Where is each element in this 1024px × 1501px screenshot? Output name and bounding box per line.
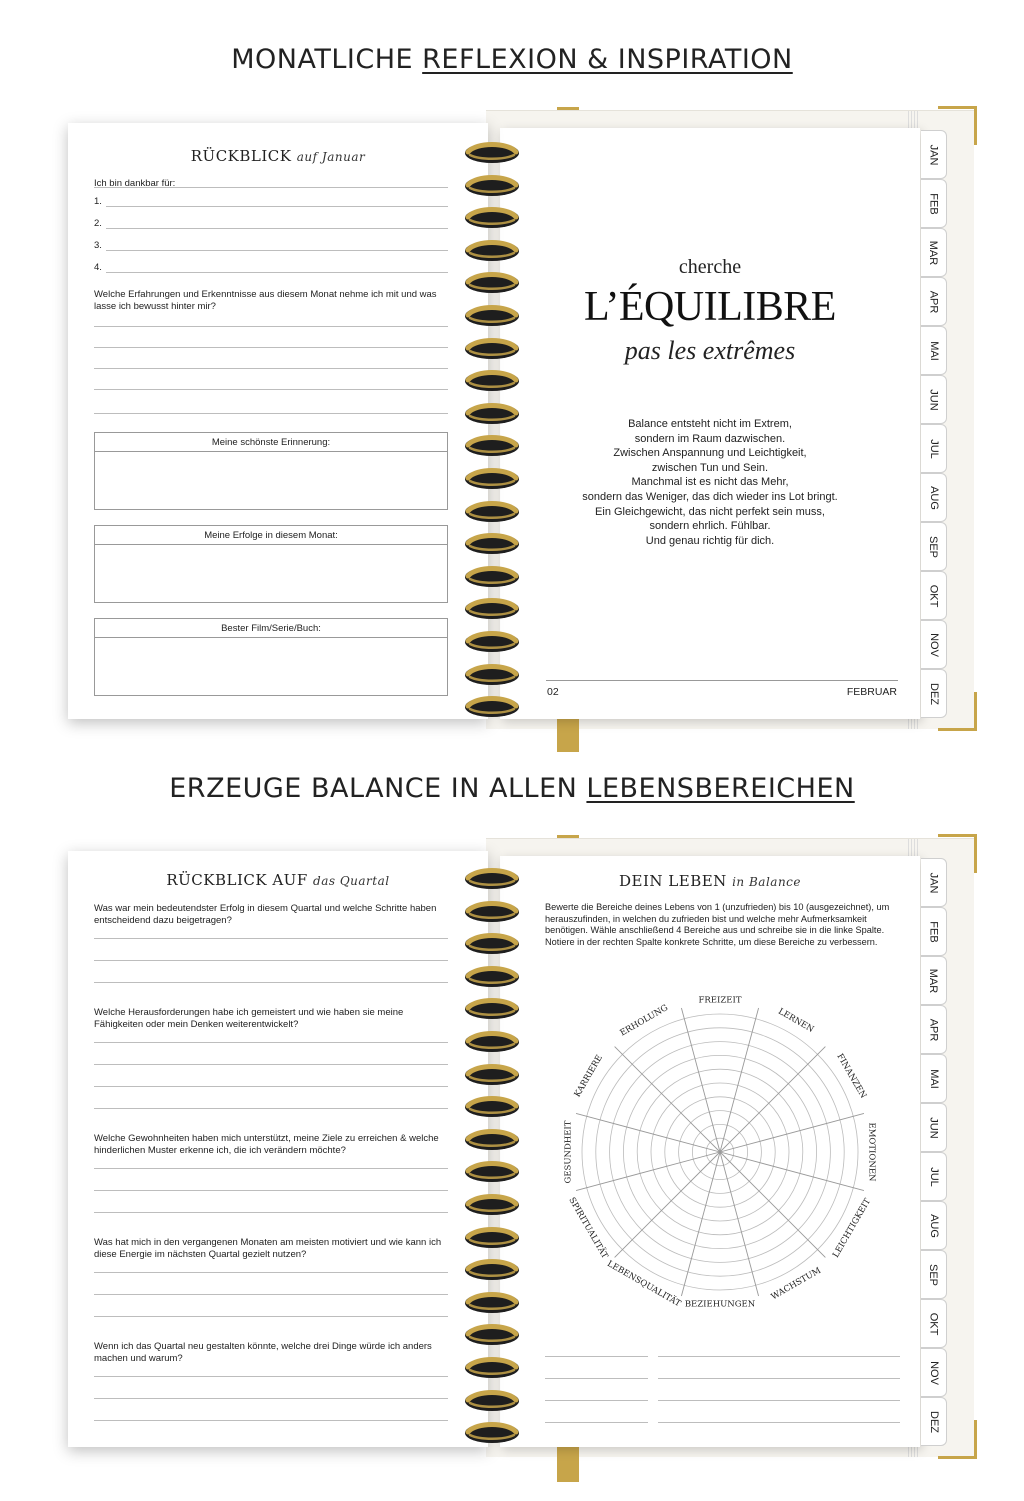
write-line[interactable]: [94, 1398, 448, 1399]
tab-apr[interactable]: APR: [921, 1005, 947, 1054]
write-line[interactable]: [94, 1420, 448, 1421]
write-line[interactable]: [94, 1190, 448, 1191]
write-line[interactable]: [94, 1042, 448, 1043]
wheel-label-freizeit: FREIZEIT: [698, 995, 742, 1006]
tab-mai[interactable]: MAI: [921, 326, 947, 375]
area-line[interactable]: [545, 1378, 648, 1379]
grateful-label: Ich bin dankbar für:: [94, 178, 176, 189]
quartal-question: Welche Gewohnheiten haben mich unterstützt, meine Ziele zu erreichen & welche hinderlichen Muster erkenne ich, die ich verändern möchte?: [94, 1133, 439, 1156]
write-line[interactable]: [106, 228, 448, 229]
write-line[interactable]: [94, 938, 448, 939]
wheel-label-lernen: LERNEN: [776, 1006, 816, 1035]
binding-ring: [462, 499, 522, 523]
reflection-question: Welche Erfahrungen und Erkenntnisse aus diesem Monat nehme ich mit und was lasse ich bewusst hinter mir?: [94, 289, 437, 312]
binding-ring: [462, 433, 522, 457]
binding-ring: [462, 1257, 522, 1281]
tab-mar[interactable]: MAR: [921, 228, 947, 277]
tab-jun[interactable]: JUN: [921, 1103, 947, 1152]
binding-ring: [462, 531, 522, 555]
write-line[interactable]: [94, 413, 448, 414]
section-heading-reflexion: MONATLICHE REFLEXION & INSPIRATION: [231, 44, 793, 75]
write-line[interactable]: [94, 1376, 448, 1377]
area-line[interactable]: [545, 1400, 648, 1401]
binding-ring: [462, 1322, 522, 1346]
binding-ring: [462, 1420, 522, 1444]
step-line[interactable]: [658, 1378, 900, 1379]
write-line[interactable]: [94, 389, 448, 390]
section-heading-balance: ERZEUGE BALANCE IN ALLEN LEBENSBEREICHEN: [169, 773, 855, 804]
tab-dez[interactable]: DEZ: [921, 669, 947, 718]
binding-ring: [462, 564, 522, 588]
box-bester-film[interactable]: Bester Film/Serie/Buch:: [94, 618, 448, 696]
left-page-quartal: [68, 851, 488, 1447]
write-line[interactable]: [94, 960, 448, 961]
page-number: 02: [547, 686, 559, 698]
page-month: FEBRUAR: [846, 686, 897, 698]
write-line[interactable]: [106, 250, 448, 251]
tab-feb[interactable]: FEB: [921, 179, 947, 228]
tab-mar[interactable]: MAR: [921, 956, 947, 1005]
write-line[interactable]: [94, 1316, 448, 1317]
step-line[interactable]: [658, 1422, 900, 1423]
binding-ring: [462, 1094, 522, 1118]
binding-ring: [462, 238, 522, 262]
quote-body: Balance entsteht nicht im Extrem, sondern im Raum dazwischen. Zwischen Anspannung und Leichtigkeit, zwischen Tun und Sein. Manchmal ist es nicht das Mehr, sondern das Weniger, das dich wieder ins Lot bringt. Ein Gleichgewicht, das nicht perfekt sein muss, sondern ehrlich. Fühlbar. Und genau richtig für dich.: [582, 418, 838, 547]
binding-ring: [462, 303, 522, 327]
spiral-binding: [462, 140, 522, 700]
tab-feb[interactable]: FEB: [921, 907, 947, 956]
page-title: RÜCKBLICK auf Januar: [190, 147, 366, 165]
tab-sep[interactable]: SEP: [921, 522, 947, 571]
ribbon-bookmark-bottom: [557, 718, 579, 752]
wheel-label-spiritualität: SPIRITUALITÄT: [566, 1195, 610, 1261]
write-line[interactable]: [94, 1272, 448, 1273]
step-line[interactable]: [658, 1356, 900, 1357]
wheel-label-erholung: ERHOLUNG: [618, 1003, 670, 1039]
left-page-rueckblick: RÜCKBLICK auf Januar Ich bin dankbar für: 1. 2. 3. 4. Welche Erfahrungen und Erkenntnisse aus diesem Monat nehme ich mit und was lasse ich bewusst hinter mir? Meine schönste Erinnerung: Meine Erfolge in diesem Monat: Bester Film/Serie/Buch:: [68, 123, 488, 719]
month-tabs: [921, 130, 947, 718]
wheel-label-gesundheit: GESUNDHEIT: [563, 1120, 574, 1184]
binding-ring: [462, 1355, 522, 1379]
tab-jan[interactable]: JAN: [921, 858, 947, 907]
tab-nov[interactable]: NOV: [921, 1348, 947, 1397]
wheel-label-leichtigkeit: LEICHTIGKEIT: [831, 1196, 874, 1260]
binding-ring: [462, 466, 522, 490]
right-page-quote: [500, 128, 920, 719]
binding-ring: [462, 368, 522, 392]
quartal-question: Was hat mich in den vergangenen Monaten am meisten motiviert und wie kann ich diese Energie im nächsten Quartal gezielt nutzen?: [94, 1237, 442, 1260]
tab-mai[interactable]: MAI: [921, 1054, 947, 1103]
write-line[interactable]: [94, 347, 448, 348]
binding-ring: [462, 596, 522, 620]
wheel-label-finanzen: FINANZEN: [834, 1052, 868, 1101]
quartal-question: Was war mein bedeutendster Erfolg in diesem Quartal und welche Schritte haben entscheidend dazu beigetragen?: [94, 903, 437, 926]
binding-ring: [462, 866, 522, 890]
quartal-question: Wenn ich das Quartal neu gestalten könnte, welche drei Dinge würde ich anders machen und warum?: [94, 1341, 432, 1364]
step-line[interactable]: [658, 1400, 900, 1401]
binding-ring: [462, 1127, 522, 1151]
tab-jul[interactable]: JUL: [921, 424, 947, 473]
binding-ring: [462, 140, 522, 164]
binding-ring: [462, 931, 522, 955]
tab-jun[interactable]: JUN: [921, 375, 947, 424]
binding-ring: [462, 1192, 522, 1216]
area-line[interactable]: [545, 1356, 648, 1357]
wheel-label-emotionen: EMOTIONEN: [866, 1122, 877, 1182]
area-line[interactable]: [545, 1422, 648, 1423]
write-line[interactable]: [94, 1064, 448, 1065]
quote-big: L’ÉQUILIBRE: [584, 284, 836, 330]
page-title: DEIN LEBEN in Balance: [619, 872, 801, 890]
month-tabs: [921, 858, 947, 1446]
binding-ring: [462, 401, 522, 425]
write-line[interactable]: [94, 1108, 448, 1109]
ribbon-bookmark-bottom: [557, 1446, 579, 1482]
write-line[interactable]: [94, 982, 448, 983]
tab-nov[interactable]: NOV: [921, 620, 947, 669]
box-schoenste-erinnerung[interactable]: Meine schönste Erinnerung:: [94, 432, 448, 510]
binding-ring: [462, 1225, 522, 1249]
write-line[interactable]: [94, 1212, 448, 1213]
spiral-binding: [462, 866, 522, 1426]
binding-ring: [462, 1388, 522, 1412]
binding-ring: [462, 1159, 522, 1183]
quartal-question: Welche Herausforderungen habe ich gemeistert und wie haben sie meine Fähigkeiten oder mein Denken weiterentwickelt?: [94, 1007, 404, 1030]
wheel-label-lebensqualität: LEBENSQUALITÄT: [605, 1258, 683, 1310]
quote-small: cherche: [678, 256, 742, 278]
wheel-label-wachstum: WACHSTUM: [769, 1265, 823, 1303]
tab-sep[interactable]: SEP: [921, 1250, 947, 1299]
tab-okt[interactable]: OKT: [921, 571, 947, 620]
tab-jan[interactable]: JAN: [921, 130, 947, 179]
tab-dez[interactable]: DEZ: [921, 1397, 947, 1446]
binding-ring: [462, 996, 522, 1020]
wheel-label-karriere: KARRIERE: [572, 1053, 605, 1100]
binding-ring: [462, 1029, 522, 1053]
balance-intro: Bewerte die Bereiche deines Lebens von 1 (unzufrieden) bis 10 (ausgezeichnet), um herauszufinden, in welchen du zufrieden bist und welche mehr Aufmerksamkeit benötigen. Wähle anschließend 4 Bereiche aus und schreibe sie in die linke Spalte. Notiere in der rechten Spalte konkrete Schritte, um diese Bereiche zu verbessern.: [545, 902, 890, 947]
binding-ring: [462, 662, 522, 686]
box-erfolge[interactable]: Meine Erfolge in diesem Monat:: [94, 525, 448, 603]
binding-ring: [462, 1290, 522, 1314]
tab-okt[interactable]: OKT: [921, 1299, 947, 1348]
life-balance-wheel: [550, 982, 890, 1322]
binding-ring: [462, 173, 522, 197]
wheel-label-beziehungen: BEZIEHUNGEN: [684, 1299, 756, 1310]
tab-jul[interactable]: JUL: [921, 1152, 947, 1201]
binding-ring: [462, 964, 522, 988]
write-line[interactable]: [94, 1168, 448, 1169]
write-line[interactable]: [94, 1294, 448, 1295]
write-line[interactable]: [106, 272, 448, 273]
binding-ring: [462, 694, 522, 718]
write-line[interactable]: [106, 206, 448, 207]
write-line[interactable]: [94, 326, 448, 327]
write-line[interactable]: [94, 368, 448, 369]
page-title: RÜCKBLICK AUF das Quartal: [166, 871, 390, 889]
binding-ring: [462, 270, 522, 294]
tab-aug[interactable]: AUG: [921, 473, 947, 522]
binding-ring: [462, 629, 522, 653]
binding-ring: [462, 336, 522, 360]
tab-apr[interactable]: APR: [921, 277, 947, 326]
binding-ring: [462, 899, 522, 923]
write-line[interactable]: [94, 1086, 448, 1087]
quote-italic: pas les extrêmes: [624, 336, 796, 365]
binding-ring: [462, 205, 522, 229]
right-page-balance: [500, 856, 920, 1447]
tab-aug[interactable]: AUG: [921, 1201, 947, 1250]
binding-ring: [462, 1062, 522, 1086]
